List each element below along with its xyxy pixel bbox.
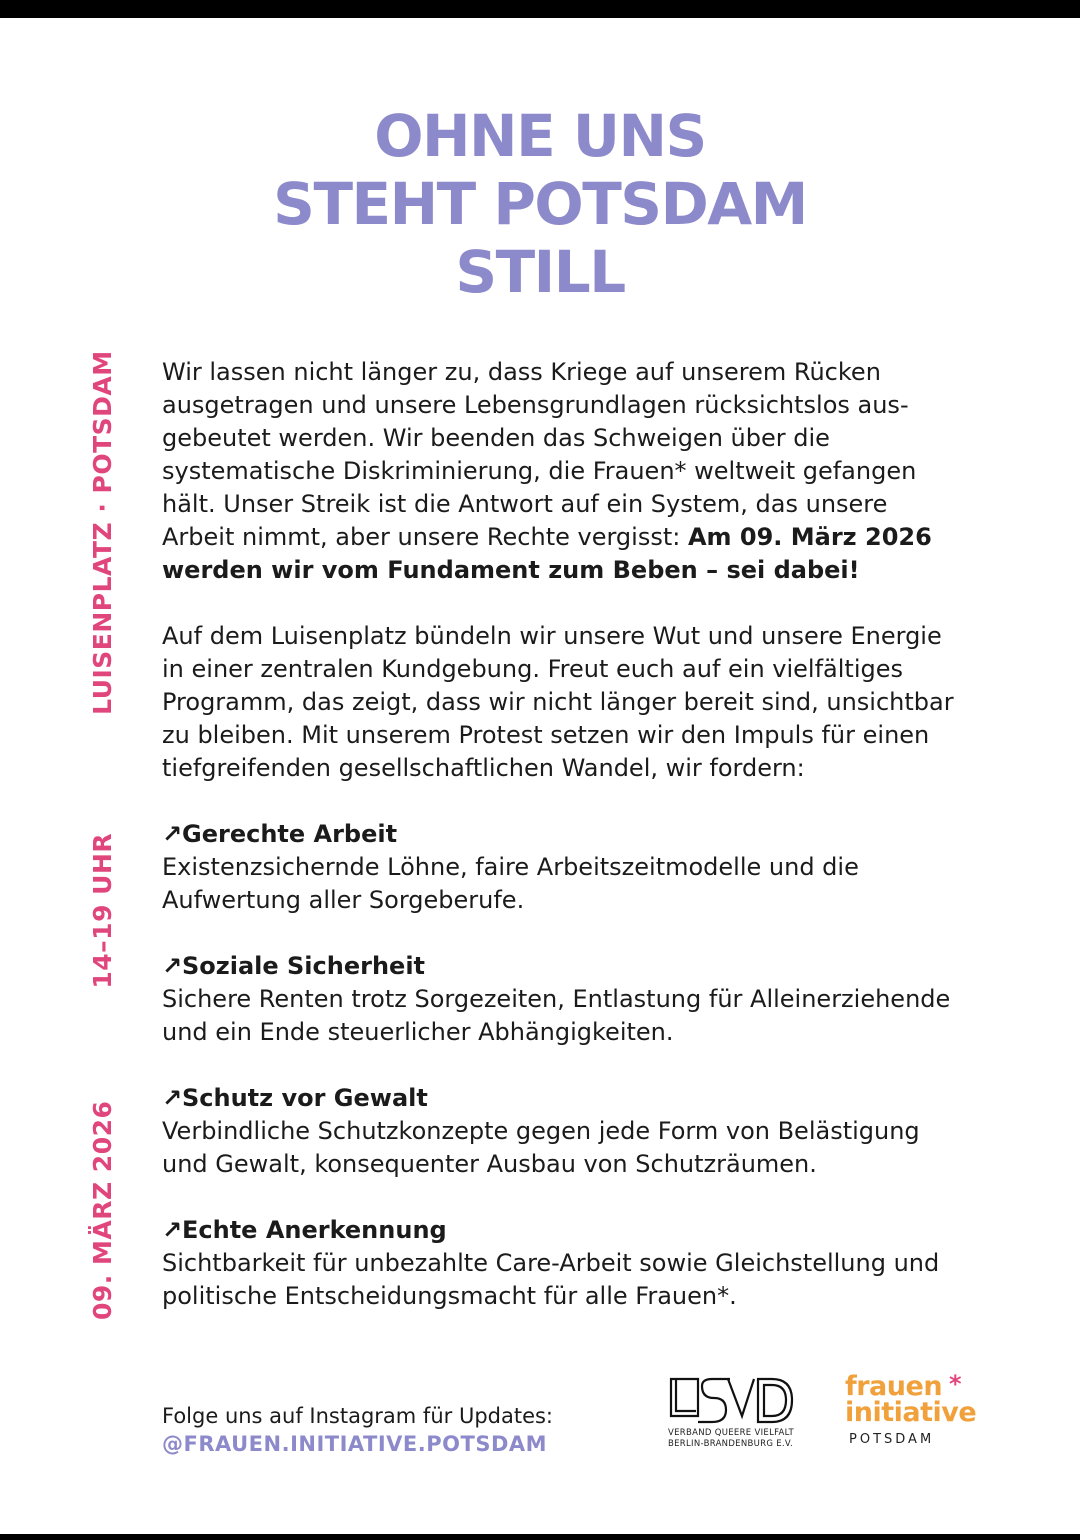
lsvd-logo-mark	[668, 1376, 796, 1426]
asterisk-icon: *	[949, 1370, 962, 1398]
bottom-bar	[0, 1534, 1080, 1540]
side-time: 14–19 UHR	[88, 832, 117, 989]
demand-title: Gerechte Arbeit	[182, 820, 398, 848]
lsvd-caption-line-1: VERBAND QUEERE VIELFALT	[668, 1428, 794, 1438]
frauen-initiative-logo	[845, 1370, 995, 1454]
intro-bold: Am 09. März 2026 werden wir vom Fundament zum Beben – sei dabei!	[162, 523, 932, 584]
fi-logo-line-1: frauen	[845, 1371, 943, 1402]
demand-text: Sichtbarkeit für unbezahlte Care-Arbeit sowie Gleichstellung und politische Entscheidungsmacht für alle Frauen*.	[162, 1249, 940, 1310]
demand-text: Sichere Renten trotz Sorgezeiten, Entlastung für Alleinerziehende und ein Ende steuerlicher Abhängigkeiten.	[162, 985, 951, 1046]
top-bar	[0, 0, 1080, 18]
headline-line-1: OHNE UNS	[374, 102, 706, 170]
arrow-icon: ↗	[162, 952, 183, 980]
lsvd-caption	[668, 1428, 794, 1450]
lsvd-logo	[668, 1376, 798, 1452]
demand-item	[162, 818, 962, 917]
headline-line-2: STEHT POTSDAM	[273, 170, 807, 238]
fi-logo-line-2: initiative	[845, 1397, 977, 1428]
arrow-icon: ↗	[162, 1084, 183, 1112]
main-content	[162, 356, 962, 1346]
lsvd-caption-line-2: BERLIN-BRANDENBURG E.V.	[668, 1439, 793, 1449]
arrow-icon: ↗	[162, 1216, 183, 1244]
demand-text: Verbindliche Schutzkonzepte gegen jede Form von Belästigung und Gewalt, konsequenter Ausbau von Schutzräumen.	[162, 1117, 920, 1178]
side-date: 09. MÄRZ 2026	[88, 1100, 117, 1320]
arrow-icon: ↗	[162, 820, 183, 848]
demand-item	[162, 1082, 962, 1181]
demand-title: Echte Anerkennung	[182, 1216, 447, 1244]
fi-logo-line-3: POTSDAM	[849, 1432, 935, 1447]
demand-title: Schutz vor Gewalt	[182, 1084, 428, 1112]
follow-text: Folge uns auf Instagram für Updates:	[162, 1404, 554, 1428]
side-place: LUISENPLATZ · POTSDAM	[88, 350, 117, 715]
footer-instagram	[162, 1402, 553, 1458]
side-info	[88, 350, 117, 1321]
intro-paragraph	[162, 356, 962, 587]
demand-item	[162, 950, 962, 1049]
instagram-handle-link[interactable]: @FRAUEN.INITIATIVE.POTSDAM	[162, 1432, 548, 1456]
headline	[0, 102, 1080, 306]
headline-line-3: STILL	[455, 238, 625, 306]
side-info-text	[88, 350, 118, 1320]
second-paragraph: Auf dem Luisenplatz bündeln wir unsere Wut und unsere Energie in einer zentralen Kundgebung. Freut euch auf ein vielfältiges Programm, das zeigt, dass wir nicht länger bereit sind, unsichtbar zu bleiben. Mit unserem Protest setzen wir den Impuls für einen tiefgreifenden gesellschaftlichen Wandel, wir fordern:	[162, 622, 954, 782]
demand-title: Soziale Sicherheit	[182, 952, 426, 980]
intro-text: Wir lassen nicht länger zu, dass Kriege auf unserem Rücken ausgetragen und unsere Lebensgrundlagen rücksichtslos ausgebeutet werden. Wir beenden das Schweigen über die systematische Diskriminierung, die Frauen* weltweit gefangen hält. Unser Streik ist die Antwort auf ein System, das unsere Arbeit nimmt, aber unsere Rechte vergisst:	[162, 358, 917, 551]
demand-item	[162, 1214, 962, 1313]
demand-text: Existenzsichernde Löhne, faire Arbeitszeitmodelle und die Aufwertung aller Sorgeberufe.	[162, 853, 859, 914]
